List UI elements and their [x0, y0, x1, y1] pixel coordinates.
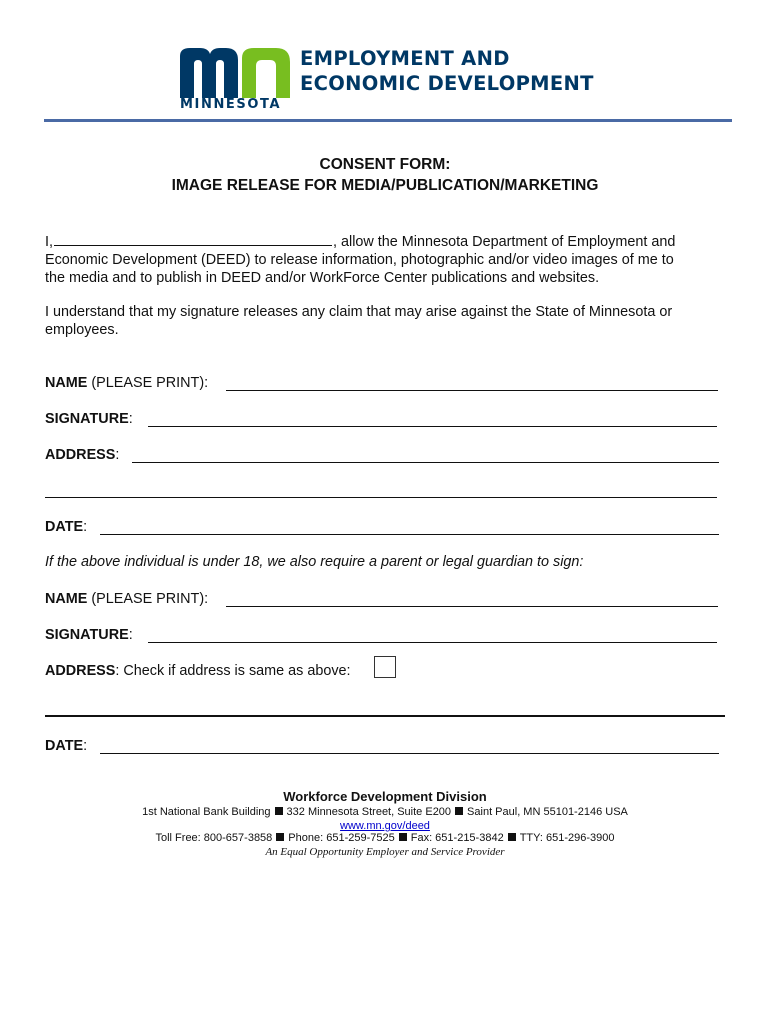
address-field-label: ADDRESS: [45, 447, 120, 463]
footer-contact: Toll Free: 800-657-3858 Phone: 651-259-7525 Fax: 651-215-3842 TTY: 651-296-3900 [155, 832, 615, 844]
consenter-name-blank[interactable] [54, 231, 332, 246]
guardian-note: If the above individual is under 18, we also require a parent or legal guardian to sign: [45, 554, 584, 570]
guardian-date-input-line[interactable] [100, 753, 719, 754]
name-input-line[interactable] [226, 390, 718, 391]
guardian-name-label: NAME (PLEASE PRINT): [45, 591, 209, 607]
guardian-address-label: ADDRESS: Check if address is same as above: [45, 663, 351, 679]
guardian-address-input-line[interactable] [45, 715, 725, 717]
date-input-line[interactable] [100, 534, 719, 535]
footer-address: 1st National Bank Building 332 Minnesota Street, Suite E200 Saint Paul, MN 55101-2146 USA [142, 806, 628, 818]
bullet-square-icon [508, 833, 516, 841]
form-subtitle: IMAGE RELEASE FOR MEDIA/PUBLICATION/MARKETING [171, 177, 599, 194]
deed-logo [178, 44, 598, 118]
consent-text-2: Economic Development (DEED) to release information, photographic and/or video images of me to [45, 252, 674, 268]
form-title: CONSENT FORM: [319, 156, 451, 173]
logo-dept-line-1: EMPLOYMENT AND [300, 47, 510, 70]
release-statement: I understand that my signature releases any claim that may arise against the State of Minnesota or employees. [45, 304, 673, 338]
same-address-checkbox[interactable] [374, 656, 396, 678]
guardian-signature-label: SIGNATURE: [45, 627, 133, 643]
bullet-square-icon [455, 807, 463, 815]
guardian-name-input-line[interactable] [226, 606, 718, 607]
signature-input-line[interactable] [148, 426, 717, 427]
footer-eeo-statement: An Equal Opportunity Employer and Service Provider [265, 846, 505, 858]
consent-text-3: the media and to publish in DEED and/or WorkForce Center publications and websites. [45, 270, 600, 286]
consent-paragraph [45, 231, 725, 287]
footer-division: Workforce Development Division [283, 789, 487, 804]
consent-prefix: I, [45, 234, 53, 250]
signature-field-label: SIGNATURE: [45, 411, 133, 427]
guardian-date-label: DATE: [45, 738, 88, 754]
logo-state-name: MINNESOTA [180, 97, 282, 112]
header-divider [44, 119, 732, 122]
bullet-square-icon [276, 833, 284, 841]
address-input-line-2[interactable] [45, 497, 717, 498]
name-field-label: NAME (PLEASE PRINT): [45, 375, 209, 391]
guardian-signature-input-line[interactable] [148, 642, 717, 643]
footer-website-link[interactable]: www.mn.gov/deed [340, 820, 430, 832]
date-field-label: DATE: [45, 519, 88, 535]
bullet-square-icon [275, 807, 283, 815]
bullet-square-icon [399, 833, 407, 841]
mn-logo-mark [178, 44, 298, 100]
address-input-line-1[interactable] [132, 462, 719, 463]
consent-text-1: , allow the Minnesota Department of Employment and [333, 234, 676, 250]
logo-dept-line-2: ECONOMIC DEVELOPMENT [300, 72, 594, 95]
